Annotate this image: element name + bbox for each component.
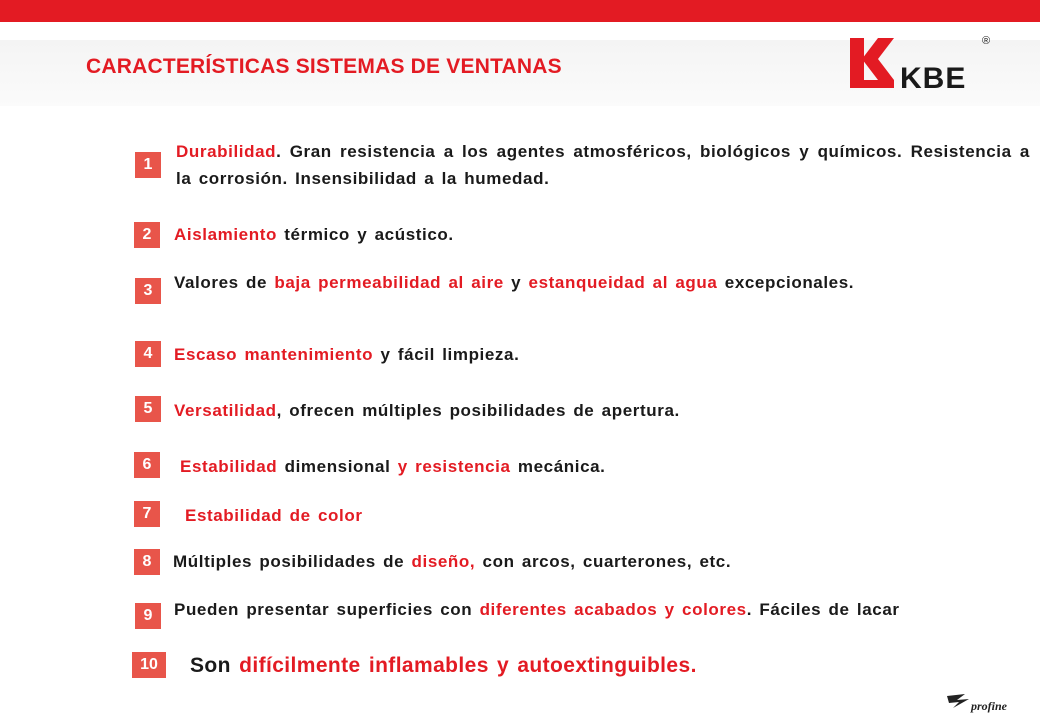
top-red-bar [0, 0, 1040, 22]
registered-mark: ® [982, 35, 991, 47]
top-bar-cut [690, 22, 708, 40]
highlight-text: difícilmente inflamables y autoextinguibles. [239, 654, 697, 677]
item-text-10 [190, 652, 890, 679]
profine-logo [945, 690, 1035, 714]
highlight-text: estanqueidad al agua [528, 273, 718, 292]
page-title: CARACTERÍSTICAS SISTEMAS DE VENTANAS [86, 55, 562, 78]
item-number-3: 3 [135, 278, 161, 304]
item-text-3 [174, 269, 886, 296]
item-number-8: 8 [134, 549, 160, 575]
item-number-2: 2 [134, 222, 160, 248]
profine-logo-mark [947, 694, 969, 708]
highlight-text: Estabilidad de color [185, 506, 363, 525]
body-text: con arcos, cuarterones, etc. [475, 552, 732, 571]
item-number-7: 7 [134, 501, 160, 527]
body-text: . Gran resistencia a los agentes atmosféricos, biológicos y químicos. Resistencia a la corrosión. Insensibilidad a la humedad. [176, 142, 1030, 188]
highlight-text: Durabilidad [176, 142, 277, 161]
item-text-1 [176, 138, 1030, 192]
item-number-10: 10 [132, 652, 166, 678]
item-text-8 [173, 548, 863, 575]
highlight-text: diseño, [411, 552, 476, 571]
highlight-text: Aislamiento [174, 225, 277, 244]
body-text: dimensional [277, 457, 398, 476]
body-text: mecánica. [510, 457, 606, 476]
highlight-text: Escaso mantenimiento [174, 345, 374, 364]
highlight-text: Versatilidad [174, 401, 277, 420]
item-number-4: 4 [135, 341, 161, 367]
body-text: Valores de [174, 273, 275, 292]
item-number-1: 1 [135, 152, 161, 178]
item-number-6: 6 [134, 452, 160, 478]
item-text-5 [174, 397, 934, 424]
kbe-logo [848, 32, 998, 94]
item-text-4 [174, 341, 774, 368]
body-text: , ofrecen múltiples posibilidades de apertura. [276, 401, 680, 420]
kbe-logo-text: KBE [900, 62, 967, 94]
top-bar-notch [0, 22, 690, 40]
kbe-logo-arrow [862, 38, 894, 80]
item-number-9: 9 [135, 603, 161, 629]
body-text: Múltiples posibilidades de [173, 552, 412, 571]
item-text-9 [174, 596, 1022, 623]
item-number-5: 5 [135, 396, 161, 422]
body-text: Son [190, 654, 240, 677]
body-text: térmico y acústico. [276, 225, 454, 244]
body-text: Pueden presentar superficies con [174, 600, 480, 619]
item-text-2 [174, 221, 774, 248]
highlight-text: diferentes acabados y colores [479, 600, 747, 619]
highlight-text: y resistencia [397, 457, 511, 476]
body-text: y fácil limpieza. [373, 345, 520, 364]
body-text: . Fáciles de lacar [746, 600, 900, 619]
profine-logo-text: profine [971, 699, 1007, 713]
highlight-text: baja permeabilidad al aire [274, 273, 504, 292]
highlight-text: Estabilidad [180, 457, 278, 476]
body-text: excepcionales. [717, 273, 855, 292]
body-text: y [503, 273, 529, 292]
item-text-7 [185, 502, 585, 529]
item-text-6 [180, 453, 880, 480]
